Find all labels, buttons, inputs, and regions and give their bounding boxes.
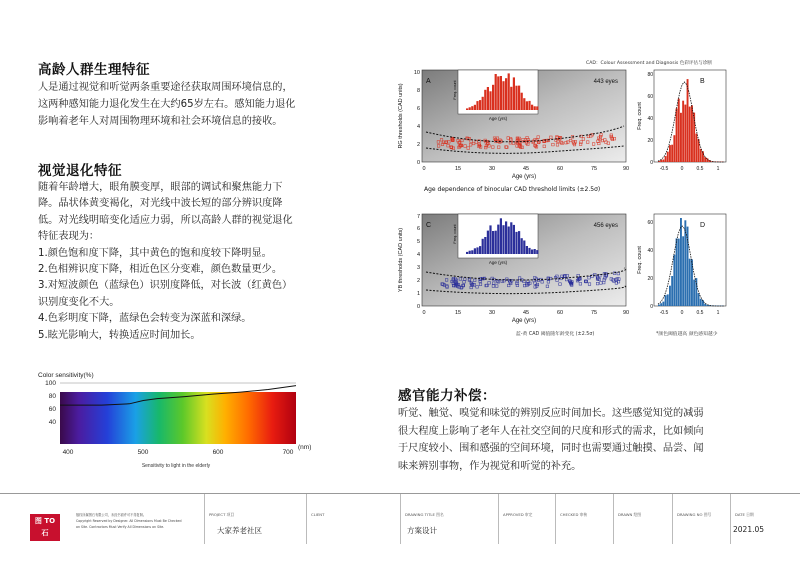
footer-drawing-cell [400, 494, 481, 544]
y-tick: 100 [45, 380, 56, 387]
logo-text: 石 THREE [32, 529, 58, 549]
panel-c-xlabel: Age (yrs) [511, 318, 537, 324]
drawing-label: DRAWING TITLE 图名 [405, 512, 444, 517]
histogram-bar [682, 101, 684, 162]
inset-bar [515, 232, 517, 254]
x-tick: 700 [282, 449, 294, 456]
inset-xlabel: Age (yrs) [488, 260, 508, 265]
inset-bar [521, 93, 523, 110]
inset-bar [510, 222, 512, 254]
inset-bar [500, 218, 502, 254]
y-tick: 60 [647, 220, 653, 226]
panel-b-label: B [700, 78, 705, 85]
inset-bar [495, 74, 497, 110]
text-line: 2.色相辨识度下降，相近色区分变难，颜色数量更少。 [38, 264, 283, 276]
y-tick: 5 [416, 239, 420, 245]
histogram-bar [667, 294, 669, 306]
y-tick: 2 [416, 142, 420, 148]
panel-a-eyes: 443 eyes [593, 79, 618, 85]
x-tick: 0 [680, 166, 684, 172]
footer-drawing-no-cell [672, 494, 723, 544]
x-tick: 500 [137, 449, 149, 456]
text-line: 于尺度较小、围和感强的空间环境，同时也需要通过触摸、品尝、闻 [398, 443, 704, 454]
inset-bar [526, 246, 528, 254]
text-line: 1.颜色饱和度下降，其中黄色的饱和度较下降明显。 [38, 247, 272, 259]
inset-bar [484, 90, 486, 110]
histogram-bar [689, 259, 691, 306]
inset-xlabel: Age (yrs) [488, 116, 508, 121]
histogram-bar [684, 105, 686, 162]
x-tick: 30 [488, 166, 496, 172]
inset-bar [497, 76, 499, 110]
footer-approved-cell [498, 494, 549, 544]
inset-bar [497, 225, 499, 254]
panel-c-label: C [426, 222, 432, 229]
inset-bar [513, 225, 515, 254]
inset-bar [487, 231, 489, 254]
y-tick: 80 [647, 72, 653, 78]
inset-bar [469, 251, 471, 254]
histogram-bar [665, 295, 667, 306]
inset-bar [531, 250, 533, 255]
histogram-bar [702, 151, 704, 162]
inset-bar [495, 231, 497, 254]
x-tick: 0.5 [696, 166, 704, 172]
company-logo [30, 514, 60, 549]
inset-bar [484, 237, 486, 254]
x-tick: 1 [716, 310, 720, 316]
x-unit: (nm) [298, 444, 312, 451]
inset-bar [492, 231, 494, 254]
histogram-bar [695, 134, 697, 162]
x-tick: 400 [62, 449, 74, 456]
x-tick: 60 [556, 166, 564, 172]
histogram-bar [680, 113, 682, 162]
date-label: DATE 日期 [735, 512, 754, 517]
y-tick: 60 [647, 94, 653, 100]
inset-bar [476, 247, 478, 254]
panel-a-xlabel: Age (yrs) [511, 174, 537, 180]
histogram-bar [665, 156, 667, 162]
copyright-notice [76, 512, 181, 530]
inset-bar [466, 108, 468, 110]
inset-bar [526, 101, 528, 110]
text-line: 听觉、触觉、嗅觉和味觉的辨别反应时间加长。这些感觉知觉的减弱 [398, 408, 704, 419]
text-line: 影响着老年人对周围物理环境和社会环境信息的接收。 [38, 116, 283, 127]
x-tick: 30 [488, 310, 496, 316]
client-label: CLIENT [311, 512, 325, 517]
inset-bar [476, 101, 478, 110]
section-title-vision: 视觉退化特征 [38, 163, 122, 179]
text-line: 这两种感知能力退化发生在大约65岁左右。感知能力退化 [38, 99, 296, 110]
inset-bar [500, 76, 502, 110]
y-tick: 40 [647, 116, 653, 122]
y-tick: 1 [416, 291, 420, 297]
copyright-line: 版权所属图石有限公司，未经书面许可不得复制。 [76, 513, 147, 517]
x-tick: 0 [680, 310, 684, 316]
inset-bar [482, 97, 484, 110]
histogram-bar [669, 286, 671, 306]
inset-bar [502, 81, 504, 110]
sensitivity-caption: Sensitivity to light in the elderly [141, 463, 211, 469]
inset-bar [479, 100, 481, 110]
inset-bar [471, 106, 473, 110]
inset-bar [518, 86, 520, 110]
inset-bar [521, 238, 523, 254]
histogram-bar [695, 278, 697, 306]
text-line: 随着年龄增大，眼角膜变厚，眼部的调试和聚焦能力下 [38, 182, 283, 193]
y-tick: 8 [416, 88, 420, 94]
inset-bar [515, 86, 517, 110]
histogram-bar [682, 236, 684, 306]
drawn-label: DRAWN 绘图 [618, 512, 642, 517]
inset-bar [536, 250, 538, 254]
panel-a-label: A [426, 78, 431, 85]
histogram-bar [676, 238, 678, 306]
logo-text: 图 TO [34, 517, 56, 525]
panel-c-eyes: 456 eyes [593, 223, 618, 229]
panel-d-ylabel: Freq. count [637, 246, 643, 274]
section-title-physiology: 高龄人群生理特征 [38, 62, 150, 78]
x-tick: 45 [522, 310, 530, 316]
text-line: 降。晶状体黄变褐化，对光线中波长短的部分辨识度降 [38, 198, 283, 210]
approved-label: APPROVED 审定 [503, 512, 533, 517]
x-tick: 1 [716, 166, 720, 172]
inset-bar [523, 241, 525, 255]
footer-project-cell [204, 494, 285, 544]
x-tick: 0 [422, 310, 426, 316]
cad-panel-b [636, 66, 732, 180]
text-line: 识别度变化不大。 [38, 296, 120, 308]
footer-client-cell [306, 494, 387, 544]
x-tick: 90 [622, 310, 630, 316]
cad-bottom-caption: 蓝-黄 CAD 阈值随年龄变化 (±2.5σ) [516, 332, 595, 337]
inset-bar [502, 225, 504, 254]
cad-top-caption: CAD：Colour Assessment and Diagnosis 色彩评估与诊断 [586, 61, 712, 66]
y-tick: 0 [416, 160, 420, 166]
project-name: 大家养老社区 [217, 526, 262, 535]
y-tick: 6 [416, 226, 420, 232]
x-tick: 600 [212, 449, 224, 456]
y-tick: 20 [647, 276, 653, 282]
inset-bar [492, 85, 494, 110]
physiology-paragraph [38, 79, 295, 130]
footer-date-cell [730, 494, 775, 544]
histogram-bar [698, 293, 700, 306]
y-tick: 40 [647, 248, 653, 254]
text-line: 3.对短波颜色（蓝绿色）识别度降低，对长波（红黄色） [38, 280, 293, 292]
y-tick: 2 [416, 278, 420, 284]
histogram-bar [662, 160, 664, 163]
x-tick: 0.5 [696, 310, 704, 316]
spectrum-band [60, 392, 296, 444]
histogram-bar [662, 302, 664, 306]
histogram-bar [700, 149, 702, 162]
text-line: 低。对光线明暗变化适应力弱，所以高龄人群的视觉退化 [38, 214, 293, 226]
inset-bar [534, 106, 536, 110]
x-tick: 60 [556, 310, 564, 316]
inset-bar [531, 105, 533, 110]
inset-ylabel: Freq. count [453, 80, 457, 100]
y-tick: 4 [416, 124, 420, 130]
y-tick: 6 [416, 106, 420, 112]
x-tick: 0 [422, 166, 426, 172]
x-tick: 15 [454, 310, 462, 316]
histogram-bar [678, 239, 680, 306]
cad-right-caption: *颜色阈值越高 颜色感知越少 [656, 332, 718, 337]
panel-a-ylabel: RG thresholds (CAD units) [398, 83, 404, 149]
copyright-line: on Site. Contractors Must Verify All Dimensions on Site. [76, 525, 165, 529]
vision-paragraph [38, 180, 293, 344]
y-tick: 7 [416, 214, 420, 220]
y-tick: 0 [650, 160, 653, 166]
x-tick: 75 [590, 310, 598, 316]
cad-mid-caption: Age dependence of binocular CAD threshold limits (±2.5σ) [424, 186, 601, 193]
inset-bar [487, 87, 489, 110]
x-tick: 90 [622, 166, 630, 172]
histogram-bar [671, 276, 673, 306]
inset-bar [528, 248, 530, 254]
cad-panel-a [396, 66, 632, 180]
histogram-bar [673, 135, 675, 162]
project-label: PROJECT 项目 [209, 512, 235, 517]
inset-bar [536, 106, 538, 110]
inset-bar [508, 73, 510, 110]
text-line: 人是通过视觉和听觉两条重要途径获取周围环境信息的， [38, 82, 293, 93]
drawing-title: 方案设计 [407, 526, 437, 535]
cad-panel-c [396, 210, 632, 324]
histogram-bar [702, 300, 704, 306]
compensation-paragraph [398, 405, 704, 475]
copyright-line: Copyright Reserved by Designer. All Dimensions Must Be Checked [76, 519, 182, 523]
y-tick: 10 [413, 70, 420, 76]
histogram-bar [689, 107, 691, 162]
inset-bar [471, 250, 473, 254]
histogram-bar [700, 299, 702, 306]
text-line: 很大程度上影响了老年人在社交空间的尺度和形式的需求，比如倾向 [398, 425, 704, 437]
text-line: 味来辨别事物，作为视觉和听觉的补充。 [398, 460, 582, 472]
histogram-bar [660, 303, 662, 306]
inset-bar [510, 87, 512, 110]
inset-bar [505, 78, 507, 110]
inset-ylabel: Freq. count [453, 224, 457, 244]
x-tick: -0.5 [659, 310, 669, 316]
histogram-bar [658, 305, 660, 306]
date-value: 2021.05 [733, 525, 765, 534]
drawing-no-label: DRAWING NO 图号 [677, 512, 712, 517]
panel-c-ylabel: YB thresholds (CAD units) [398, 227, 404, 293]
x-tick: 45 [522, 166, 530, 172]
inset-bar [474, 248, 476, 254]
inset-bar [482, 239, 484, 254]
histogram-bar [667, 152, 669, 162]
inset-bar [534, 249, 536, 254]
histogram-bar [687, 79, 689, 162]
text-line: 5.眩光影响大，转换适应时间加长。 [38, 329, 201, 341]
section-title-compensation: 感官能力补偿： [398, 388, 496, 404]
cad-panel-d [636, 210, 732, 324]
footer-drawn-cell [613, 494, 664, 544]
panel-b-ylabel: Freq. count [637, 102, 643, 130]
footer-checked-cell [555, 494, 606, 544]
inset-bar [528, 101, 530, 110]
inset-bar [513, 77, 515, 110]
y-tick: 60 [48, 406, 56, 413]
histogram-bar [687, 227, 689, 306]
x-tick: -0.5 [659, 166, 669, 172]
inset-bar [518, 231, 520, 254]
panel-d-label: D [700, 222, 706, 229]
text-line: 4.色彩明度下降，蓝绿色会转变为深蓝和深绿。 [38, 313, 252, 325]
y-tick: 80 [48, 393, 56, 400]
histogram-bar [680, 218, 682, 306]
histogram-bar [691, 105, 693, 162]
inset-bar [523, 98, 525, 110]
y-tick: 20 [647, 138, 653, 144]
inset-bar [508, 227, 510, 255]
histogram-bar [669, 145, 671, 162]
inset-bar [466, 252, 468, 254]
x-tick: 15 [454, 166, 462, 172]
histogram-bar [676, 109, 678, 163]
y-tick: 4 [416, 252, 420, 258]
inset-bar [479, 246, 481, 254]
x-tick: 75 [590, 166, 598, 172]
inset-bar [505, 221, 507, 254]
text-line: 特征表现为： [38, 231, 100, 243]
histogram-bar [678, 99, 680, 162]
inset-bar [469, 107, 471, 110]
sensitivity-y-label: Color sensitivity(%) [38, 372, 94, 379]
y-tick: 40 [48, 419, 56, 426]
histogram-bar [693, 280, 695, 306]
inset-bar [474, 105, 476, 110]
y-tick: 0 [650, 304, 653, 310]
histogram-bar [671, 145, 673, 162]
color-sensitivity-chart [36, 368, 312, 470]
y-tick: 3 [416, 265, 420, 271]
inset-bar [489, 91, 491, 110]
checked-label: CHECKED 审核 [560, 512, 588, 517]
histogram-bar [673, 255, 675, 306]
inset-bar [489, 225, 491, 254]
y-tick: 0 [416, 304, 420, 310]
